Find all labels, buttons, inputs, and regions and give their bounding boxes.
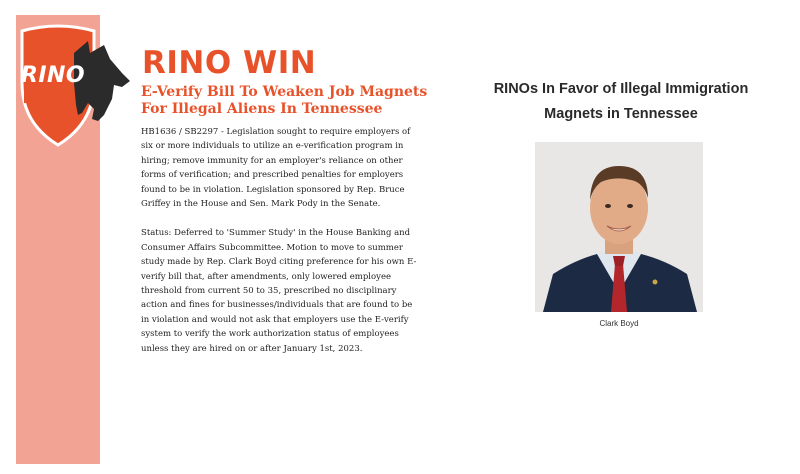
subheadline-line-1: E-Verify Bill To Weaken Job Magnets [141, 84, 428, 100]
rino-logo [18, 23, 134, 147]
right-title-line-1: RINOs In Favor of Illegal Immigration [493, 81, 749, 97]
portrait-image [535, 142, 703, 312]
right-title-line-2: Magnets in Tennessee [544, 106, 698, 122]
subheadline [141, 84, 441, 118]
right-panel-title [470, 77, 772, 127]
status-paragraph: Status: Deferred to 'Summer Study' in the House Banking and Consumer Affairs Subcommittee. Motion to move to summer study made by Rep. Clark Boyd citing preference for his own E-verify bill that, after amendments, only lowered employee threshold from current 50 to 35, prescribed no disciplinary action and fines for businesses/individuals that are found to be in violation and would not ask that employers use the E-verify system to verify the work authorization status of employees unless they are hired on or after January 1st, 2023. [141, 228, 417, 354]
legislation-paragraph: HB1636 / SB2297 - Legislation sought to require employers of six or more individuals to utilize an e-verification program in hiring; remove immunity for an employer's reliance on other forms of verification; and prescribed penalties for employers found to be in violation. Legislation sponsored by Rep. Bruce Griffey in the House and Sen. Mark Pody in the Senate. [141, 127, 411, 210]
logo-text: RINO [20, 63, 86, 88]
headline: RINO WIN [142, 45, 317, 81]
bill-description [141, 125, 419, 371]
photo-caption: Clark Boyd [599, 319, 639, 328]
portrait-photo [535, 142, 703, 312]
subheadline-line-2: For Illegal Aliens In Tennessee [141, 101, 383, 117]
